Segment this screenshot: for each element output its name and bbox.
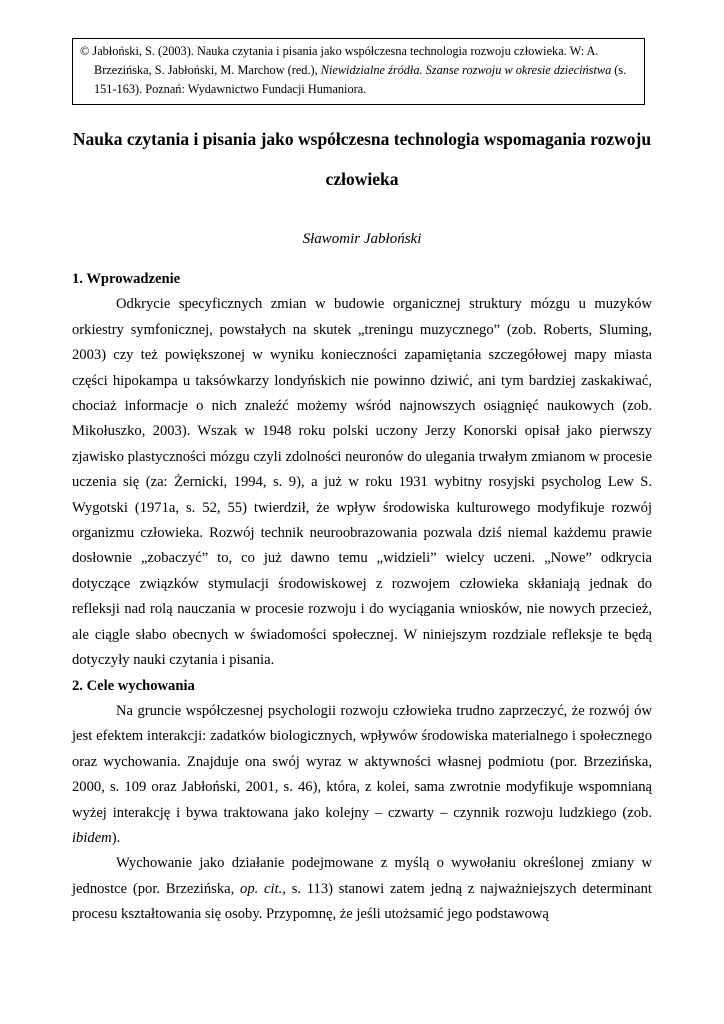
author-name: Sławomir Jabłoński: [302, 231, 422, 247]
paragraph: Wychowanie jako działanie podejmowane z myślą o wywołaniu określonej zmiany w jednostce (por. Brzezińska, op. cit., s. 113) stanowi zatem jedną z najważniejszych determinant procesu kształtowania się osoby. Przypomnę, że jeśli utożsamić jego podstawową: [72, 855, 652, 923]
section-heading-wprowadzenie: 1. Wprowadzenie: [72, 271, 181, 287]
paragraph: Odkrycie specyficznych zmian w budowie organicznej struktury mózgu u muzyków orkiestry symfonicznej, powstałych na skutek „treningu muzycznego” (zob. Roberts, Sluming, 2003) czy też powiększonej w wyniku konieczności zapamiętania szczegółowej mapy miasta części hipokampa u taksówkarzy londyńskich nie powinno dziwić, ani tym bardziej zaskakiwać, chociaż informacje o nich znaleźć możemy wśród najnowszych osiągnięć naukowych (zob. Mikołuszko, 2003). Wszak w 1948 roku polski uczony Jerzy Konorski opisał jako pierwszy zjawisko plastyczności mózgu czyli zdolności neuronów do ulegania trwałym zmianom w procesie uczenia się (za: Żernicki, 1994, s. 9), a już w roku 1931 wybitny rosyjski psycholog Lew S. Wygotski (1971a, s. 52, 55) twierdził, że wpływ środowiska kulturowego modyfikuje rozwój organizmu człowieka. Rozwój technik neuroobrazowania pozwala dziś niemal każdemu prawie dosłownie „zobaczyć” to, co już dawno temu „widzieli” wielcy uczeni. „Nowe” odkrycia dotyczące związków stymulacji środowiskowej z rozwojem człowieka skłaniają jednak do refleksji nad rolą nauczania w procesie rozwoju i do wyciągania wniosków, nie nowych przecież, ale ciągle słabo obecnych w świadomości społecznej. W niniejszym rozdziale refleksje te będą dotyczyły nauki czytania i pisania.: [72, 296, 652, 669]
paragraph: Na gruncie współczesnej psychologii rozwoju człowieka trudno zaprzeczyć, że rozwój ów jest efektem interakcji: zadatków biologicznych, wpływów środowiska materialnego i społecznego oraz wychowania. Znajduje ona swój wyraz w aktywności własnej podmiotu (por. Brzezińska, 2000, s. 109 oraz Jabłoński, 2001, s. 46), która, z kolei, sama zwrotnie modyfikuje wspomnianą wyżej interakcję i bywa traktowana jako kolejny – czwarty – czynnik rozwoju ludzkiego (zob. ibidem).: [72, 702, 652, 846]
page-title: Nauka czytania i pisania jako współczesna technologia wspomagania rozwoju człowieka: [72, 129, 652, 189]
citation-box: [72, 38, 645, 105]
citation-text: © Jabłoński, S. (2003). Nauka czytania i pisania jako współczesna technologia rozwoju człowieka. W: A. Brzezińska, S. Jabłoński, M. Marchow (red.), Niewidzialne źródła. Szanse rozwoju w okresie dzieciństwa (s. 151-163). Poznań: Wydawnictwo Fundacji Humaniora.: [80, 44, 627, 96]
section-heading-cele-wychowania: 2. Cele wychowania: [72, 677, 195, 694]
